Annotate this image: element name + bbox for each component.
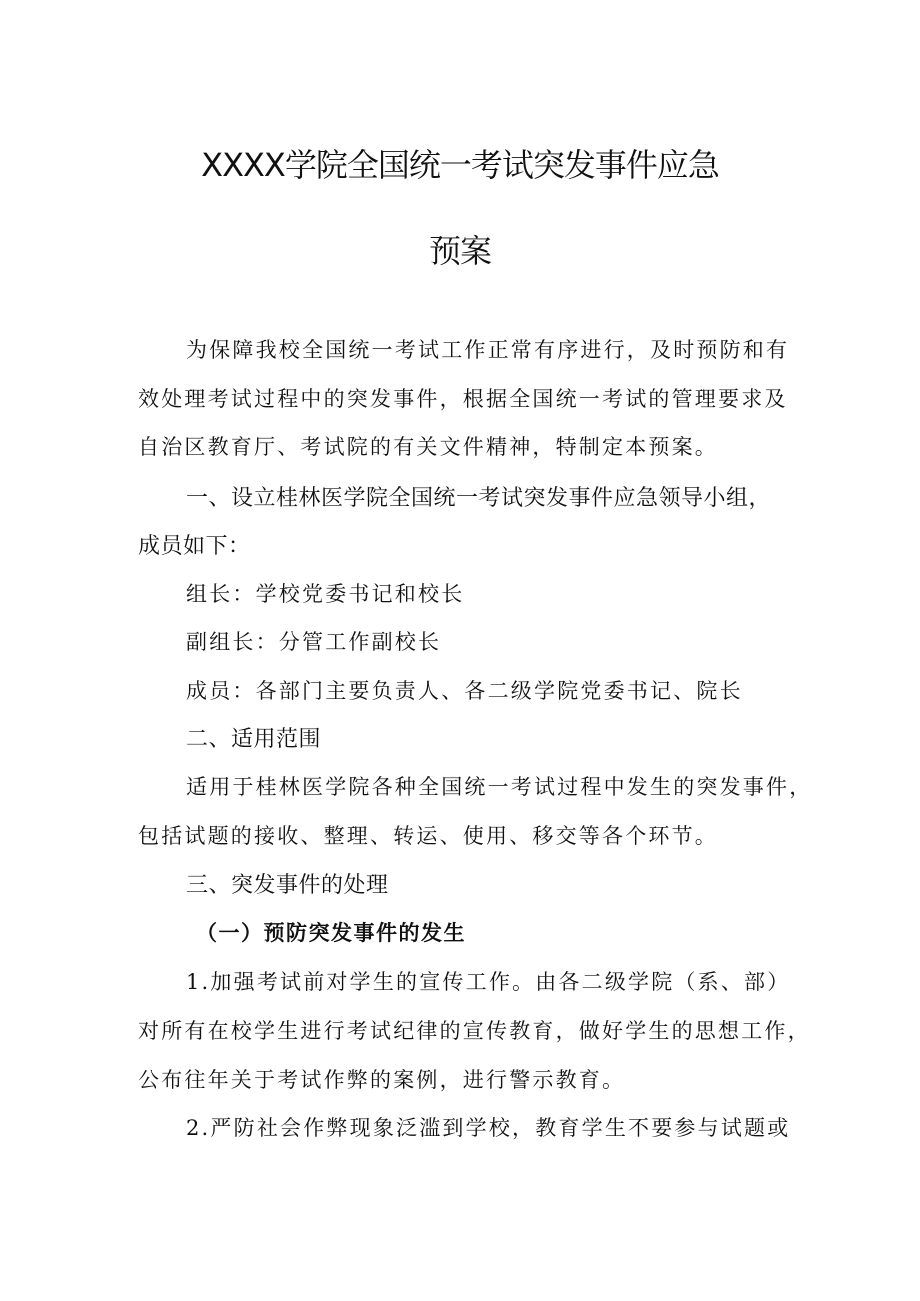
section-1-heading-cont: 成员如下： bbox=[138, 534, 251, 559]
document-title-line-2: 预案 bbox=[428, 232, 491, 270]
item-1-line-1: 1.加强考试前对学生的宣传工作。由各二级学院（系、部） bbox=[186, 970, 791, 994]
deputy-leader-line: 副组长：分管工作副校长 bbox=[186, 630, 442, 654]
document-title-line-1: XXXX学院全国统一考试突发事件应急 bbox=[201, 146, 719, 184]
item-2-line-1: 2.严防社会作弊现象泛滥到学校，教育学生不要参与试题或 bbox=[186, 1116, 791, 1140]
item-1-line-2: 对所有在校学生进行考试纪律的宣传教育，做好学生的思想工作， bbox=[138, 1019, 811, 1043]
intro-line-1: 为保障我校全国统一考试工作正常有序进行，及时预防和有 bbox=[186, 338, 790, 362]
intro-line-2: 效处理考试过程中的突发事件，根据全国统一考试的管理要求及 bbox=[138, 387, 788, 411]
members-line: 成员：各部门主要负责人、各二级学院党委书记、院长 bbox=[186, 679, 743, 703]
section-3-heading: 三、突发事件的处理 bbox=[186, 873, 389, 898]
group-leader-line: 组长：学校党委书记和校长 bbox=[186, 582, 465, 606]
scope-line-1: 适用于桂林医学院各种全国统一考试过程中发生的突发事件， bbox=[186, 775, 813, 799]
intro-line-3: 自治区教育厅、考试院的有关文件精神，特制定本预案。 bbox=[138, 435, 718, 459]
subsection-1-heading: （一）预防突发事件的发生 bbox=[196, 920, 466, 945]
section-1-heading: 一、设立桂林医学院全国统一考试突发事件应急领导小组， bbox=[186, 486, 772, 511]
scope-line-2: 包括试题的接收、整理、转运、使用、移交等各个环节。 bbox=[138, 824, 718, 848]
item-1-line-3: 公布往年关于考试作弊的案例，进行警示教育。 bbox=[138, 1068, 626, 1092]
section-2-heading: 二、适用范围 bbox=[186, 727, 322, 752]
